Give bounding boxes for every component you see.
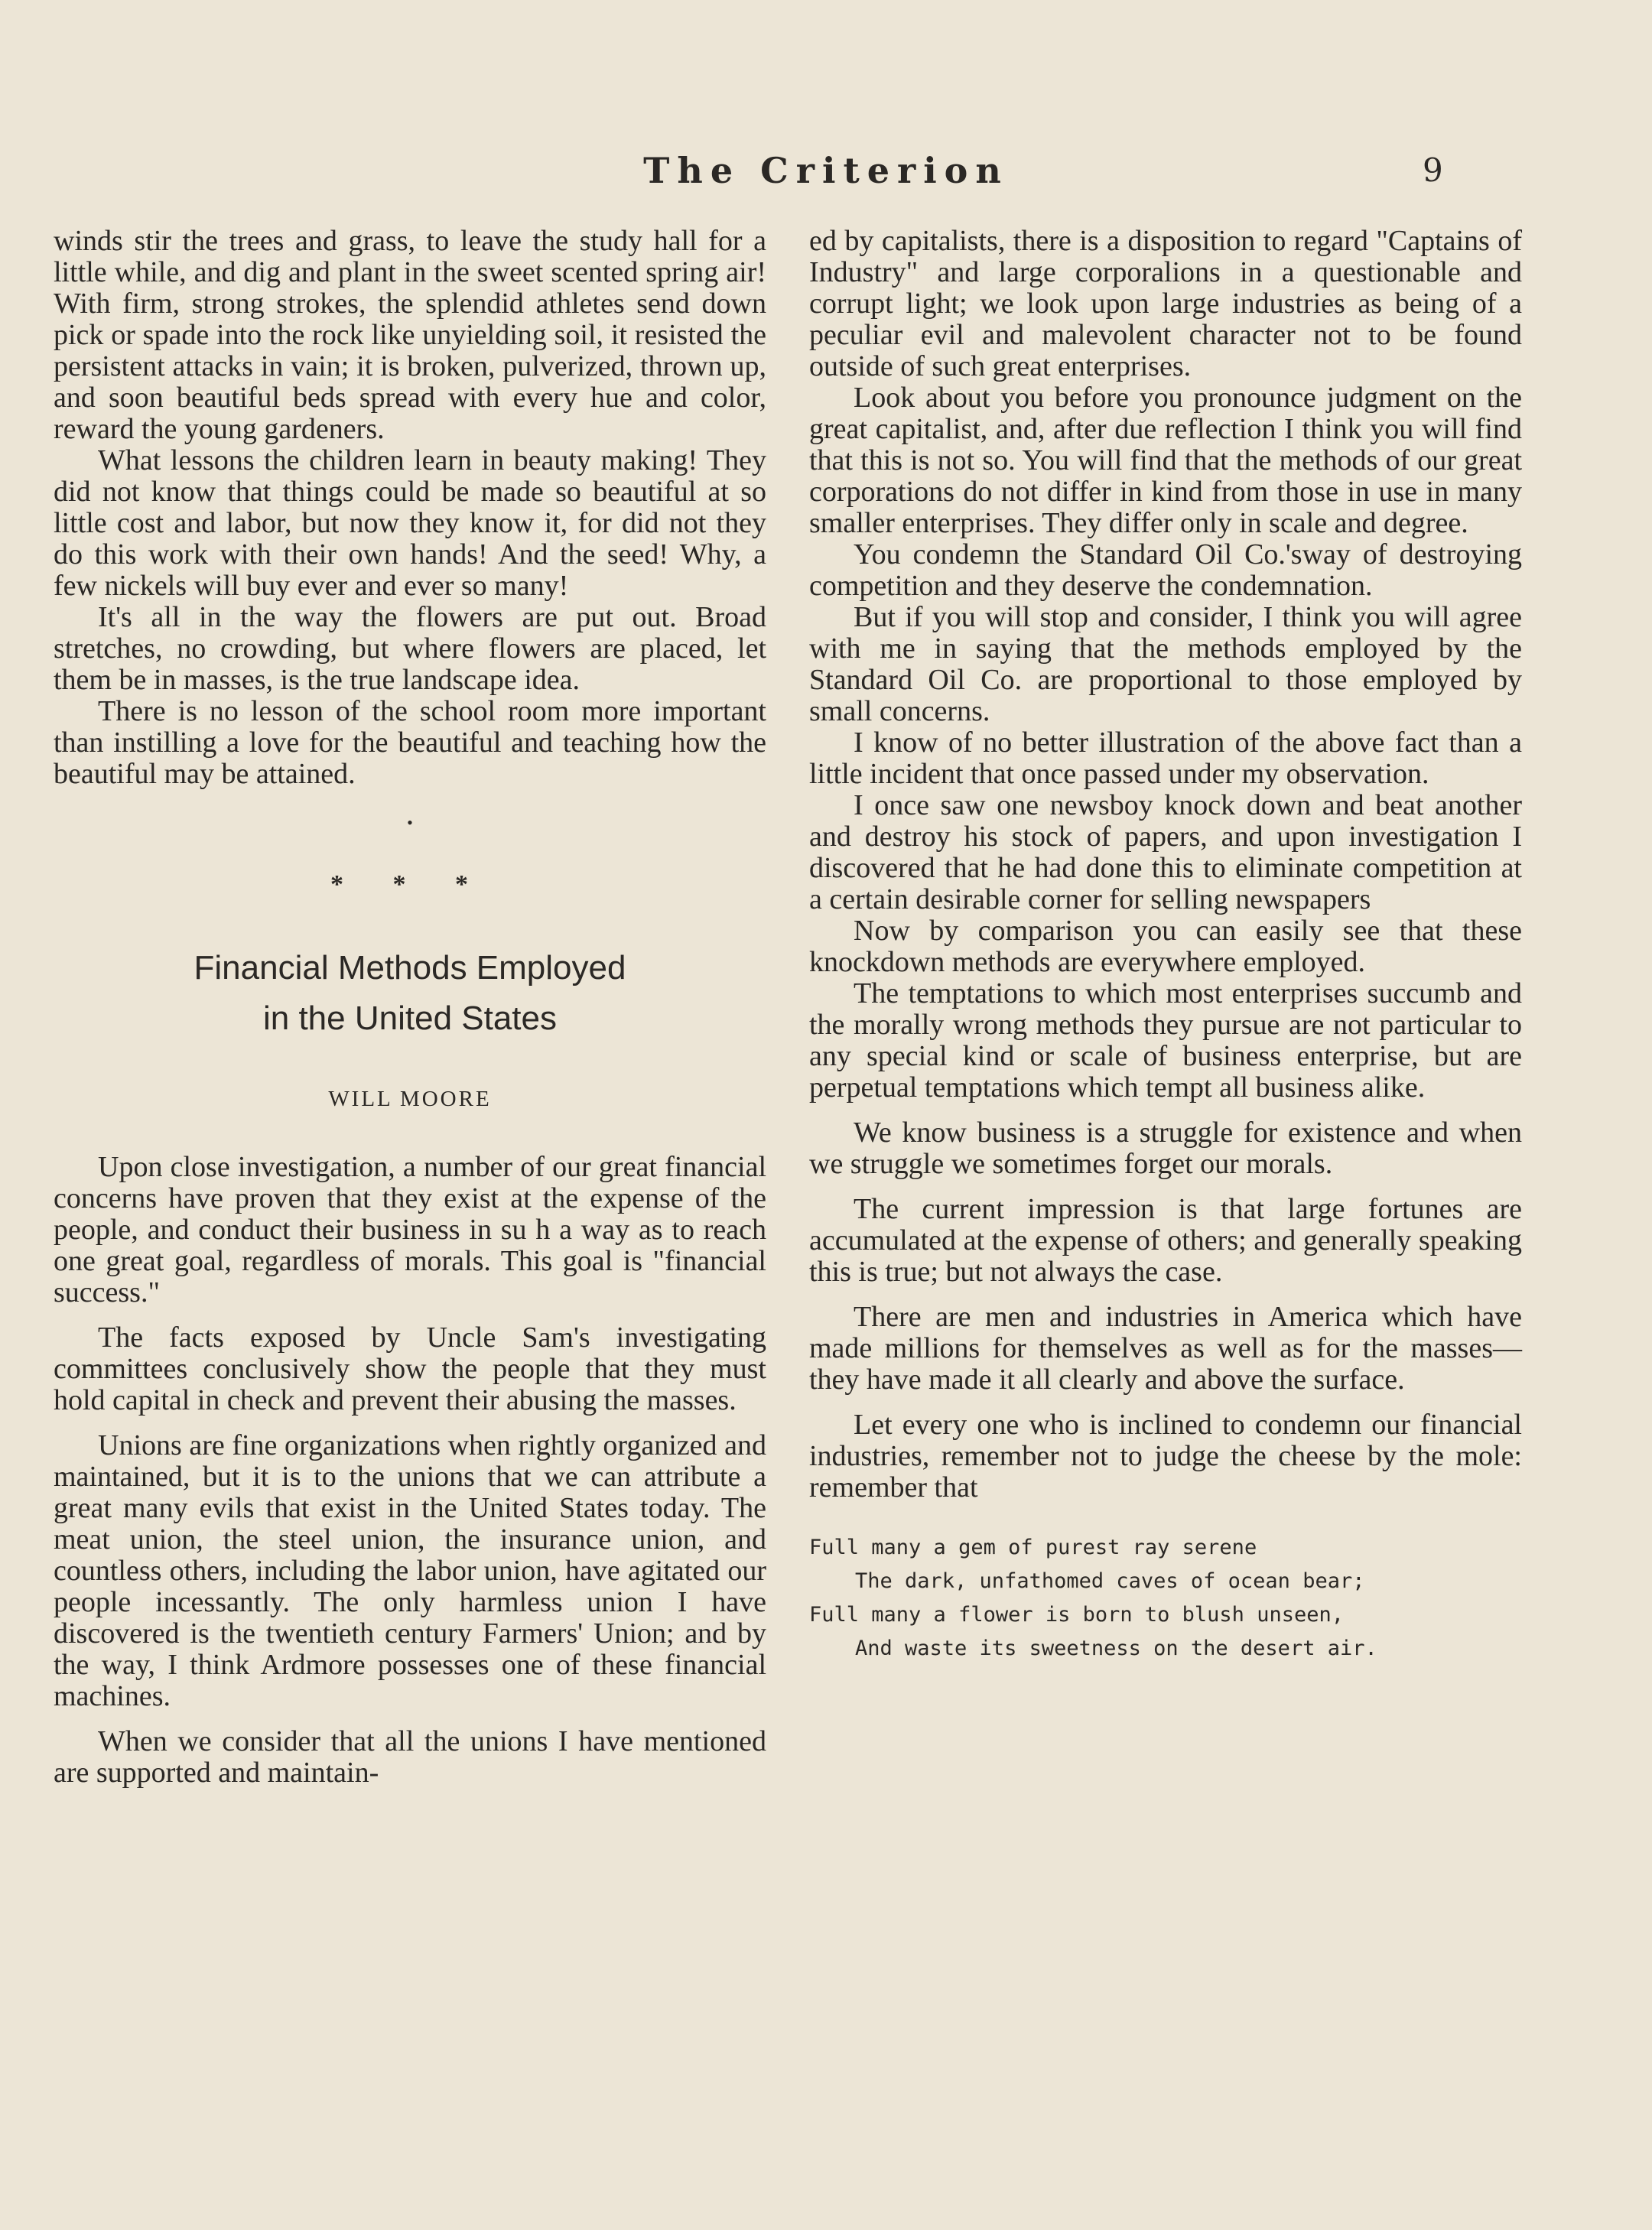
article-paragraph: When we consider that all the unions I have mentioned are supported and maintain- bbox=[54, 1725, 766, 1789]
poem-line: Full many a flower is born to blush unseen, bbox=[809, 1603, 1344, 1627]
paragraph: winds stir the trees and grass, to leave the study hall for a little while, and dig and plant in the sweet scented spring air! With firm, strong strokes, the splendid athletes send down pick or spade into the rock like unyielding soil, it resisted the persistent attacks in vain; it is broken, pulverized, thrown up, and soon beautiful beds spread with every hue and color, reward the young gardeners. bbox=[54, 225, 766, 445]
article-paragraph: The facts exposed by Uncle Sam's investigating committees conclusively show the people that they must hold capital in check and prevent their abusing the masses. bbox=[54, 1321, 766, 1416]
section-ornament: * * * bbox=[330, 870, 489, 899]
article-title bbox=[54, 943, 766, 1044]
article-title-line2: in the United States bbox=[262, 1000, 557, 1037]
paragraph: There are men and industries in America which have made millions for themselves as well as for the masses—they have made it all clearly and above the surface. bbox=[809, 1301, 1522, 1396]
paragraph: What lessons the children learn in beauty making! They did not know that things could be made so beautiful at so little cost and labor, but now they know it, for did not they do this work with their own hands! And the seed! Why, a few nickels will buy ever and ever so many! bbox=[54, 444, 766, 602]
paragraph: It's all in the way the flowers are put out. Broad stretches, no crowding, but where flowers are placed, let them be in masses, is the true landscape idea. bbox=[54, 601, 766, 696]
right-column bbox=[809, 226, 1522, 1666]
paragraph: I know of no better illustration of the above fact than a little incident that once passed under my observation. bbox=[809, 727, 1522, 790]
paragraph: We know business is a struggle for existence and when we struggle we sometimes forget our morals. bbox=[809, 1117, 1522, 1180]
paragraph: I once saw one newsboy knock down and beat another and destroy his stock of papers, and upon investigation I discovered that he had done this to eliminate competition at a certain desirable corner for selling newspapers bbox=[809, 789, 1522, 915]
paragraph: ed by capitalists, there is a disposition to regard "Captains of Industry" and large corporalions in a questionable and corrupt light; we look upon large industries as being of a peculiar evil and malevolent character not to be found outside of such great enterprises. bbox=[809, 225, 1522, 382]
stray-mark-dot: • bbox=[407, 813, 413, 832]
paragraph: You condemn the Standard Oil Co.'sway of destroying competition and they deserve the condemnation. bbox=[809, 538, 1522, 602]
page-number: 9 bbox=[1423, 151, 1443, 189]
paragraph: There is no lesson of the school room more important than instilling a love for the beautiful and teaching how the beautiful may be attained. bbox=[54, 695, 766, 790]
poem-line: And waste its sweetness on the desert air. bbox=[855, 1637, 1377, 1660]
paragraph: Now by comparison you can easily see that these knockdown methods are everywhere employed. bbox=[809, 915, 1522, 978]
article-title-line1: Financial Methods Employed bbox=[193, 949, 626, 987]
poem-line: Full many a gem of purest ray serene bbox=[809, 1536, 1257, 1559]
left-column bbox=[54, 226, 766, 1789]
paragraph: The temptations to which most enterprises succumb and the morally wrong methods they pursue are not particular to any special kind or scale of business enterprise, but are perpetual temptations which tempt all business alike. bbox=[809, 977, 1522, 1104]
paragraph: Let every one who is inclined to condemn our financial industries, remember not to judge the cheese by the mole: remember that bbox=[809, 1409, 1522, 1503]
article-paragraph: Upon close investigation, a number of our great financial concerns have proven that they exist at the expense of the people, and conduct their business in su h a way as to reach one great goal, regardless of morals. This goal is "financial success." bbox=[54, 1151, 766, 1308]
poem-line: The dark, unfathomed caves of ocean bear; bbox=[855, 1569, 1365, 1593]
running-title: The Criterion bbox=[643, 150, 1009, 191]
paragraph: The current impression is that large fortunes are accumulated at the expense of others; and generally speaking this is true; but not always the case. bbox=[809, 1193, 1522, 1288]
paragraph: Look about you before you pronounce judgment on the great capitalist, and, after due reflection I think you will find that this is not so. You will find that the methods of our great corporations do not differ in kind from those in use in many smaller enterprises. They differ only in scale and degree. bbox=[809, 382, 1522, 539]
byline: WILL MOORE bbox=[328, 1087, 492, 1111]
article-paragraph: Unions are fine organizations when rightly organized and maintained, but it is to the unions that we can attribute a great many evils that exist in the United States today. The meat union, the steel union, the insurance union, and countless others, including the labor union, have agitated our people incessantly. The only harmless union I have discovered is the twentieth century Farmers' Union; and by the way, I think Ardmore possesses one of these financial machines. bbox=[54, 1429, 766, 1712]
paragraph: But if you will stop and consider, I think you will agree with me in saying that the methods employed by the Standard Oil Co. are proportional to those employed by small concerns. bbox=[809, 601, 1522, 727]
poem-quotation bbox=[809, 1531, 1522, 1666]
